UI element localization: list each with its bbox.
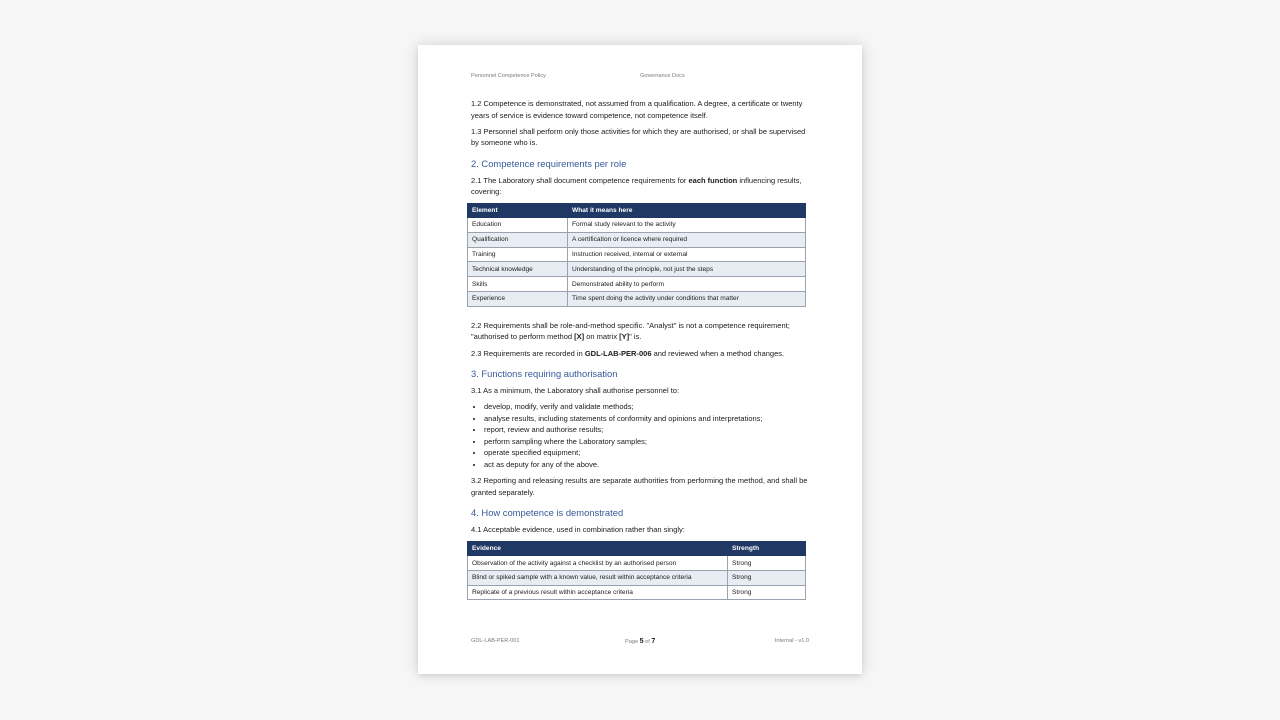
paragraph-3-2: 3.2 Reporting and releasing results are separate authorities from performing the method, and shall be granted separately.: [471, 476, 808, 497]
paragraph-3-1: 3.1 As a minimum, the Laboratory shall authorise personnel to:: [471, 386, 680, 396]
page-number: Page 5 of 7: [625, 638, 656, 645]
list-item: • report, review and authorise results;: [484, 424, 809, 436]
column-header: Evidence: [468, 541, 728, 555]
authorisation-list: [471, 401, 809, 470]
table-cell: Education: [468, 218, 568, 233]
paragraph-2-1: 2.1 The Laboratory shall document competence requirements for each function influencing results, covering:: [471, 175, 802, 197]
list-item: • perform sampling where the Laboratory samples;: [484, 436, 809, 448]
page-content: [471, 98, 809, 600]
footer-document-id: GDL-LAB-PER-001: [471, 638, 520, 644]
table-row: [468, 585, 806, 600]
table-cell: A certification or licence where required: [568, 232, 806, 247]
table-row: [468, 232, 806, 247]
table-cell: Demonstrated ability to perform: [568, 277, 806, 292]
paragraph-2-2: 2.2 Requirements shall be role-and-method specific. "Analyst" is not a competence requirement; "authorised to perform method [X] on matrix [Y]" is.: [471, 320, 790, 342]
table-cell: Time spent doing the activity under conditions that matter: [568, 291, 806, 306]
table-row: [468, 218, 806, 233]
table-cell: Observation of the activity against a checklist by an authorised person: [468, 556, 728, 571]
heading-section-2: 2. Competence requirements per role: [471, 157, 627, 169]
heading-section-3: 3. Functions requiring authorisation: [471, 368, 618, 380]
page-header: [471, 73, 811, 79]
list-item: • act as deputy for any of the above.: [484, 459, 809, 471]
evidence-table: [467, 541, 806, 601]
competence-elements-table: [467, 203, 806, 307]
column-header: What it means here: [568, 203, 806, 217]
table-cell: Strong: [728, 585, 806, 600]
header-collection: Governance Docs: [640, 73, 685, 79]
table-row: [468, 262, 806, 277]
paragraph-2-3: 2.3 Requirements are recorded in GDL-LAB-PER-006 and reviewed when a method changes.: [471, 348, 785, 358]
header-document-title: Personnel Competence Policy: [471, 73, 546, 79]
paragraph-1-3: 1.3 Personnel shall perform only those activities for which they are authorised, or shall be supervised by someone who is.: [471, 126, 806, 148]
table-cell: Technical knowledge: [468, 262, 568, 277]
column-header: Strength: [728, 541, 806, 555]
column-header: Element: [468, 203, 568, 217]
table-row: [468, 291, 806, 306]
table-row: [468, 277, 806, 292]
table-row: [468, 247, 806, 262]
table-cell: Strong: [728, 570, 806, 585]
list-item: • operate specified equipment;: [484, 447, 809, 459]
table-cell: Replicate of a previous result within acceptance criteria: [468, 585, 728, 600]
table-cell: Strong: [728, 556, 806, 571]
page-footer: [471, 638, 809, 644]
table-cell: Formal study relevant to the activity: [568, 218, 806, 233]
heading-section-4: 4. How competence is demonstrated: [471, 507, 624, 519]
table-cell: Blind or spiked sample with a known value, result within acceptance criteria: [468, 570, 728, 585]
table-cell: Training: [468, 247, 568, 262]
footer-status: Internal - v1.0: [774, 638, 809, 644]
table-header-row: [468, 203, 806, 217]
table-header-row: [468, 541, 806, 555]
table-cell: Experience: [468, 291, 568, 306]
table-row: [468, 556, 806, 571]
list-item: • analyse results, including statements of conformity and opinions and interpretations;: [484, 413, 809, 425]
paragraph-4-1: 4.1 Acceptable evidence, used in combination rather than singly:: [471, 525, 685, 535]
table-cell: Qualification: [468, 232, 568, 247]
paragraph-1-2: 1.2 Competence is demonstrated, not assumed from a qualification. A degree, a certificate or twenty years of service is evidence toward competence, not competence itself.: [471, 99, 803, 120]
table-cell: Understanding of the principle, not just the steps: [568, 262, 806, 277]
table-row: [468, 570, 806, 585]
table-cell: Skills: [468, 277, 568, 292]
table-cell: Instruction received, internal or external: [568, 247, 806, 262]
document-page: [418, 45, 862, 674]
list-item: • develop, modify, verify and validate methods;: [484, 401, 809, 413]
